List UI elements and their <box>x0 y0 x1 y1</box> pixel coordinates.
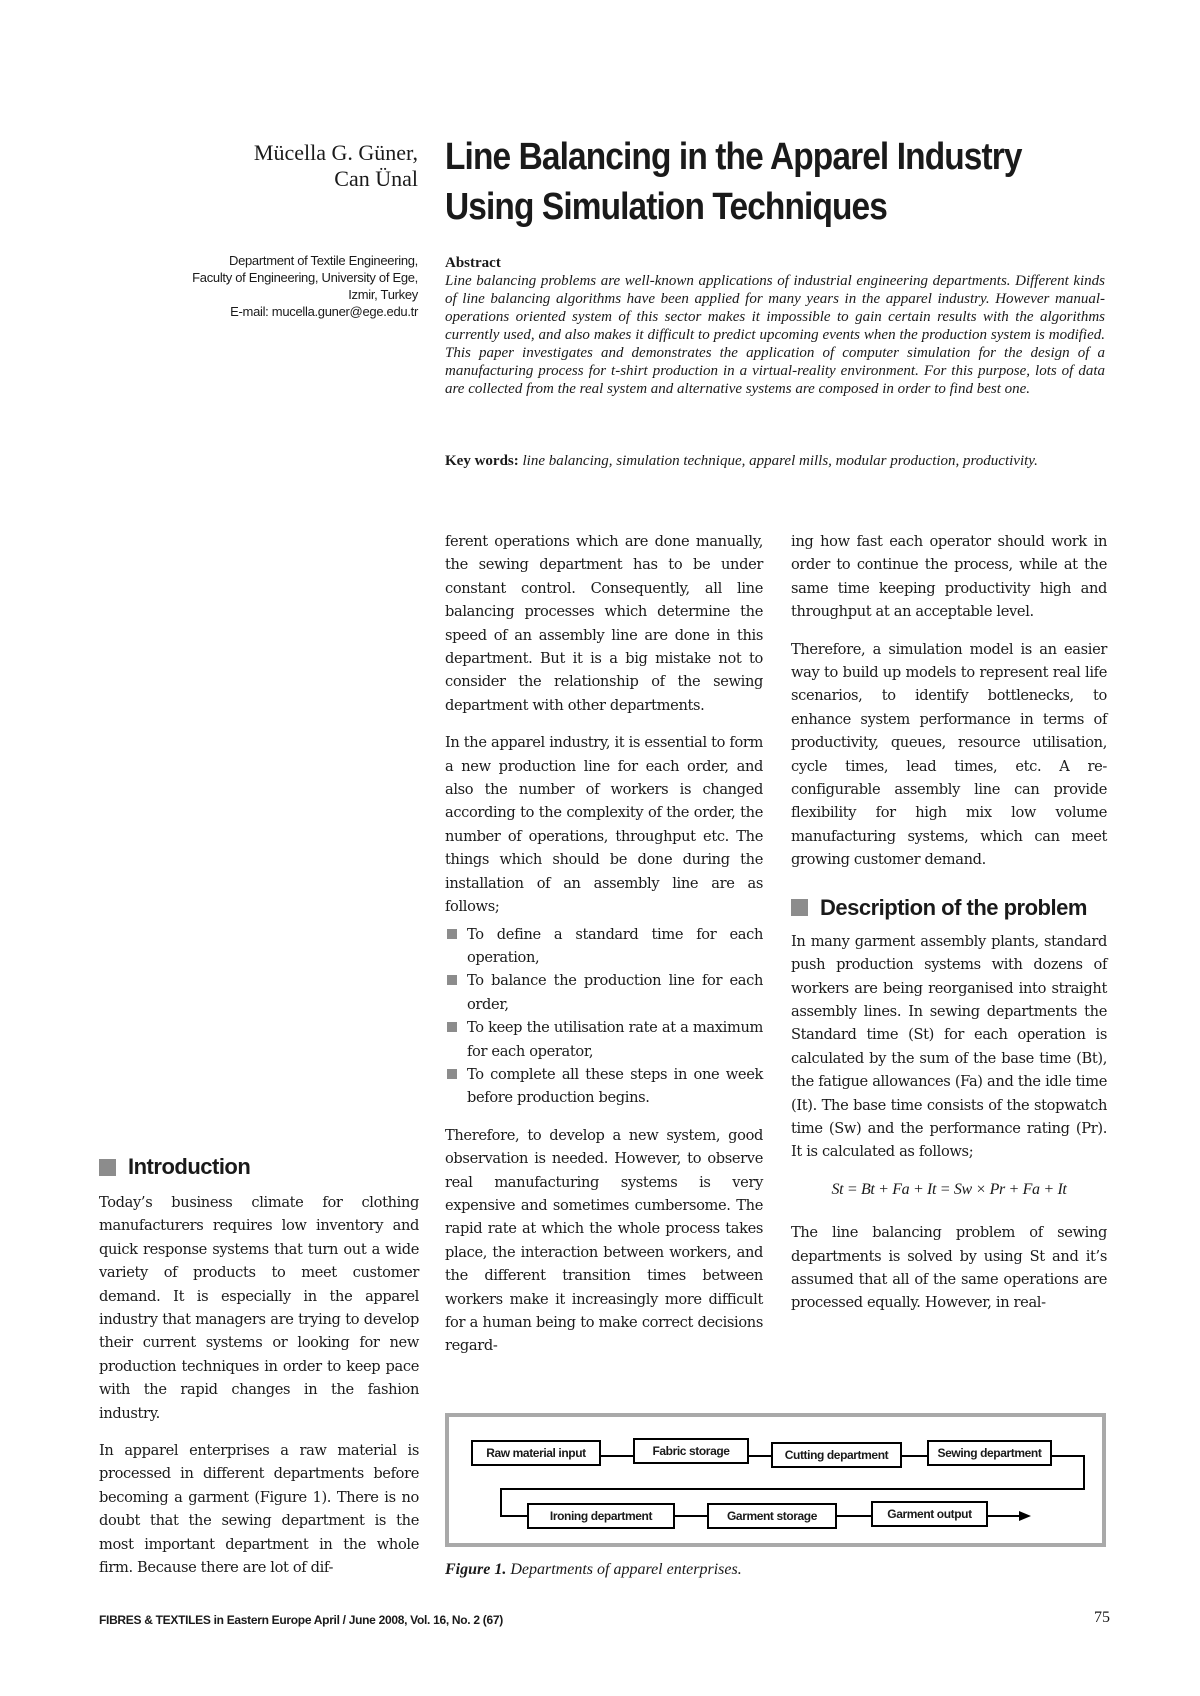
box-raw-material-input: Raw material input <box>471 1440 601 1466</box>
col3-paragraph-4: The line balancing problem of sewing departments is solved by using St and it’s assumed that all of the same operations are processed equally. However, in real- <box>791 1224 1107 1312</box>
keywords-label: Key words: <box>445 453 519 469</box>
problem-heading-text: Description of the problem <box>820 894 1087 920</box>
authors <box>140 140 418 192</box>
problem-heading <box>791 894 1107 922</box>
box-cutting-department: Cutting department <box>771 1442 902 1468</box>
keywords <box>445 452 1105 470</box>
install-steps-list <box>445 923 763 1110</box>
abstract-text: Line balancing problems are well-known applications of industrial engineering departments. Different kinds of line balancing algorithms have been applied for many years in the apparel industry. However manual-operations oriented system of this sector makes it impossible to gain certain results with the algorithms currently used, and also makes it difficult to predict upcoming events when the production system is modified. This paper investigates and demonstrates the application of computer simulation for the design of a manufacturing process for t-shirt production in a virtual-reality environment. For this purpose, lots of data are collected from the real system and alternative systems are composed in order to find best one. <box>445 273 1105 397</box>
column-2 <box>445 530 763 1372</box>
intro-heading <box>99 1153 419 1181</box>
box-sewing-department: Sewing department <box>927 1440 1052 1466</box>
affiliation-line-3: Izmir, Turkey <box>348 287 418 302</box>
intro-paragraph-2: In apparel enterprises a raw material is processed in different departments before becoming a garment (Figure 1). There is no doubt that the sewing department is the most important department in the whole firm. Because there are lot of dif- <box>99 1442 419 1577</box>
figure-1-caption <box>445 1560 1105 1580</box>
abstract <box>445 254 1105 398</box>
col3-paragraph-3: In many garment assembly plants, standard push production systems with dozens of workers are being reorganised into straight assembly lines. In sewing departments the Standard time (St) for each operation is calculated by the sum of the base time (Bt), the fatigue allowances (Fa) and the idle time (It). The base time consists of the stopwatch time (Sw) and the performance rating (Pr). It is calculated as follows; <box>791 932 1107 1161</box>
box-garment-output: Garment output <box>871 1501 988 1527</box>
list-item: To complete all these steps in one week before production begins. <box>445 1063 763 1110</box>
col2-paragraph-3: Therefore, to develop a new system, good observation is needed. However, to observe real manufacturing systems is very expensive and sometimes cumbersome. The rapid rate at which the whole process takes place, the interaction between workers, and the different transition times between workers make it increasingly more difficult for a human being to make correct decisions regard- <box>445 1126 763 1355</box>
abstract-heading: Abstract <box>445 255 501 271</box>
title-line-1: Line Balancing in the Apparel Industry <box>445 136 1022 178</box>
affiliation <box>140 252 418 320</box>
figure-1-frame <box>445 1413 1106 1547</box>
list-item: To define a standard time for each operation, <box>445 923 763 970</box>
author-line-1: Mücella G. Güner, <box>253 140 418 165</box>
box-garment-storage: Garment storage <box>707 1503 837 1529</box>
caption-label: Figure 1. <box>445 1561 507 1578</box>
affiliation-email: E-mail: mucella.guner@ege.edu.tr <box>230 304 418 319</box>
intro-heading-text: Introduction <box>128 1154 251 1179</box>
keywords-text: line balancing, simulation technique, apparel mills, modular production, productivity. <box>522 453 1038 469</box>
standard-time-equation: St = Bt + Fa + It = Sw × Pr + Fa + It <box>831 1180 1067 1198</box>
section-square-icon <box>99 1159 116 1176</box>
box-fabric-storage: Fabric storage <box>633 1438 749 1464</box>
box-ironing-department: Ironing department <box>527 1503 675 1529</box>
column-1 <box>99 1153 419 1594</box>
col3-paragraph-1: ing how fast each operator should work in order to continue the process, while at the same time keeping productivity high and throughput at an acceptable level. <box>791 533 1107 621</box>
author-line-2: Can Ünal <box>334 166 418 191</box>
column-3 <box>791 530 1107 1329</box>
intro-paragraph-1: Today’s business climate for clothing manufacturers requires low inventory and quick response systems that turn out a wide variety of products to meet customer demand. It is especially in the apparel industry that managers are trying to develop their current systems or looking for new production techniques in order to keep pace with the rapid changes in the fashion industry. <box>99 1194 419 1422</box>
affiliation-line-2: Faculty of Engineering, University of Ege, <box>192 270 418 285</box>
paper-title <box>445 132 1061 232</box>
affiliation-line-1: Department of Textile Engineering, <box>228 253 418 268</box>
journal-footer: FIBRES & TEXTILES in Eastern Europe April / June 2008, Vol. 16, No. 2 (67) <box>99 1613 503 1627</box>
col2-paragraph-2: In the apparel industry, it is essential to form a new production line for each order, and also the number of workers is changed according to the complexity of the order, the number of operations, throughput etc. The things which should be done during the installation of an assembly line are as follows; <box>445 734 763 916</box>
section-square-icon <box>791 899 808 916</box>
col3-paragraph-2: Therefore, a simulation model is an easier way to build up models to represent real life scenarios, to identify bottlenecks, to enhance system performance in terms of productivity, queues, resource utilisation, cycle times, lead times, etc. A re-configurable assembly line can provide flexibility for high mix low volume manufacturing systems, which can meet growing customer demand. <box>791 640 1107 869</box>
caption-text: Departments of apparel enterprises. <box>510 1561 742 1578</box>
col2-paragraph-1: ferent operations which are done manually, the sewing department has to be under constant control. Consequently, all line balancing processes which determine the speed of an assembly line are done in this department. But it is a big mistake not to consider the relationship of the sewing department with other departments. <box>445 533 763 714</box>
list-item: To keep the utilisation rate at a maximum for each operator, <box>445 1016 763 1063</box>
page-number: 75 <box>1094 1609 1110 1626</box>
title-line-2: Using Simulation Techniques <box>445 186 887 228</box>
list-item: To balance the production line for each order, <box>445 969 763 1016</box>
